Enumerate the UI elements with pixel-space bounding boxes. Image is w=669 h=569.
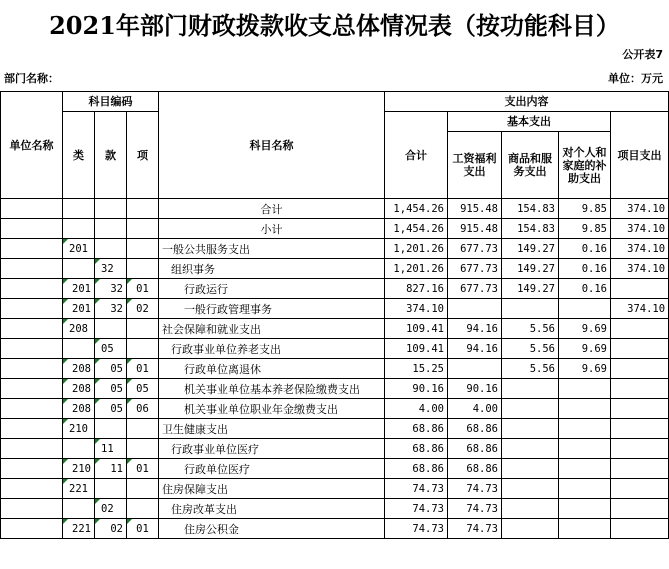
lei-cell: 221 [63,519,95,539]
department-label: 部门名称： [4,72,59,85]
project-cell [611,399,669,419]
subject-name-cell: 行政单位医疗 [159,459,385,479]
kuan-cell: 05 [95,379,127,399]
goods-cell: 149.27 [502,279,559,299]
goods-cell [502,519,559,539]
kuan-cell [95,479,127,499]
total-cell: 90.16 [385,379,448,399]
unit-cell [1,279,63,299]
kuan-cell [95,199,127,219]
total-cell: 68.86 [385,459,448,479]
salary-cell: 677.73 [448,259,502,279]
table-row [1,379,669,399]
subject-name-cell: 组织事务 [159,259,385,279]
subject-name-cell: 社会保障和就业支出 [159,319,385,339]
goods-cell [502,499,559,519]
xiang-cell: 01 [127,459,159,479]
unit-cell [1,339,63,359]
project-cell: 374.10 [611,239,669,259]
salary-cell: 74.73 [448,519,502,539]
table-row [1,279,669,299]
project-cell: 374.10 [611,299,669,319]
total-cell: 1,201.26 [385,259,448,279]
unit-cell [1,259,63,279]
lei-cell: 208 [63,379,95,399]
table-body [1,199,669,539]
xiang-cell [127,259,159,279]
table-row [1,339,669,359]
table-row [1,419,669,439]
total-cell: 827.16 [385,279,448,299]
project-cell [611,439,669,459]
lei-cell [63,199,95,219]
kuan-cell: 32 [95,299,127,319]
subsidy-cell [559,379,611,399]
xiang-cell: 01 [127,279,159,299]
goods-cell: 154.83 [502,199,559,219]
header-xiang: 项 [127,112,159,199]
salary-cell: 68.86 [448,459,502,479]
project-cell: 374.10 [611,219,669,239]
total-cell: 68.86 [385,419,448,439]
subject-name-cell: 机关事业单位职业年金缴费支出 [159,399,385,419]
total-cell: 4.00 [385,399,448,419]
lei-cell: 221 [63,479,95,499]
total-cell: 374.10 [385,299,448,319]
kuan-cell: 05 [95,359,127,379]
kuan-cell: 05 [95,339,127,359]
table-row [1,499,669,519]
subject-name-cell: 机关事业单位基本养老保险缴费支出 [159,379,385,399]
unit-cell [1,479,63,499]
kuan-cell: 11 [95,459,127,479]
xiang-cell: 06 [127,399,159,419]
xiang-cell [127,319,159,339]
lei-cell [63,339,95,359]
kuan-cell: 02 [95,499,127,519]
salary-cell: 94.16 [448,319,502,339]
goods-cell: 5.56 [502,319,559,339]
subsidy-cell: 9.69 [559,319,611,339]
xiang-cell [127,339,159,359]
xiang-cell [127,199,159,219]
goods-cell [502,379,559,399]
subsidy-cell [559,499,611,519]
goods-cell [502,399,559,419]
subsidy-cell: 9.85 [559,219,611,239]
goods-cell [502,419,559,439]
goods-cell [502,439,559,459]
subsidy-cell [559,459,611,479]
xiang-cell [127,219,159,239]
goods-cell [502,459,559,479]
page-title: 2021年部门财政拨款收支总体情况表（按功能科目） [49,11,620,40]
subject-name-cell: 行政单位离退休 [159,359,385,379]
unit-cell [1,359,63,379]
subsidy-cell: 9.85 [559,199,611,219]
header-goods: 商品和服务支出 [502,132,559,199]
goods-cell: 149.27 [502,239,559,259]
salary-cell: 68.86 [448,419,502,439]
salary-cell: 74.73 [448,479,502,499]
lei-cell: 201 [63,299,95,319]
total-cell: 68.86 [385,439,448,459]
xiang-cell [127,499,159,519]
subject-name-cell: 一般公共服务支出 [159,239,385,259]
goods-cell: 5.56 [502,359,559,379]
lei-cell: 208 [63,319,95,339]
salary-cell: 677.73 [448,279,502,299]
goods-cell: 149.27 [502,259,559,279]
lei-cell [63,219,95,239]
salary-cell: 90.16 [448,379,502,399]
subsidy-cell: 0.16 [559,279,611,299]
unit-cell [1,219,63,239]
project-cell: 374.10 [611,259,669,279]
total-cell: 15.25 [385,359,448,379]
salary-cell [448,359,502,379]
total-cell: 1,454.26 [385,199,448,219]
header-project: 项目支出 [611,112,669,199]
unit-cell [1,319,63,339]
lei-cell: 201 [63,279,95,299]
goods-cell: 154.83 [502,219,559,239]
kuan-cell: 05 [95,399,127,419]
project-cell [611,339,669,359]
total-cell: 74.73 [385,519,448,539]
lei-cell: 201 [63,239,95,259]
salary-cell: 94.16 [448,339,502,359]
table-row [1,219,669,239]
table-row [1,459,669,479]
goods-cell [502,299,559,319]
subject-name-cell: 卫生健康支出 [159,419,385,439]
xiang-cell [127,419,159,439]
subsidy-cell [559,299,611,319]
total-cell: 74.73 [385,499,448,519]
subsidy-cell: 9.69 [559,339,611,359]
subsidy-cell: 0.16 [559,239,611,259]
salary-cell: 4.00 [448,399,502,419]
subsidy-cell [559,439,611,459]
lei-cell: 208 [63,399,95,419]
project-cell [611,319,669,339]
subject-name-cell: 一般行政管理事务 [159,299,385,319]
header-kuan: 款 [95,112,127,199]
unit-cell [1,399,63,419]
kuan-cell: 32 [95,279,127,299]
table-row [1,439,669,459]
kuan-cell [95,419,127,439]
salary-cell: 915.48 [448,199,502,219]
table-row [1,319,669,339]
subject-name-cell: 行政事业单位医疗 [159,439,385,459]
salary-cell: 68.86 [448,439,502,459]
salary-cell: 74.73 [448,499,502,519]
subsidy-cell: 9.69 [559,359,611,379]
subsidy-cell [559,519,611,539]
subject-name-cell: 小计 [159,219,385,239]
subject-name-cell: 行政事业单位养老支出 [159,339,385,359]
subsidy-cell [559,399,611,419]
xiang-cell [127,239,159,259]
table-row [1,299,669,319]
subject-name-cell: 住房保障支出 [159,479,385,499]
header-expenditure: 支出内容 [385,92,669,112]
subject-name-cell: 住房改革支出 [159,499,385,519]
xiang-cell: 02 [127,299,159,319]
xiang-cell [127,439,159,459]
project-cell [611,419,669,439]
subject-name-cell: 住房公积金 [159,519,385,539]
table-row [1,399,669,419]
table-row [1,519,669,539]
header-subsidy: 对个人和家庭的补助支出 [559,132,611,199]
table-row [1,239,669,259]
xiang-cell: 01 [127,359,159,379]
header-salary: 工资福利支出 [448,132,502,199]
header-total: 合计 [385,112,448,199]
project-cell [611,519,669,539]
total-cell: 109.41 [385,319,448,339]
table-row [1,359,669,379]
goods-cell: 5.56 [502,339,559,359]
header-subject-name: 科目名称 [159,92,385,199]
xiang-cell: 05 [127,379,159,399]
project-cell [611,459,669,479]
budget-table [0,91,669,539]
subsidy-cell [559,419,611,439]
lei-cell: 210 [63,419,95,439]
xiang-cell: 01 [127,519,159,539]
salary-cell [448,299,502,319]
kuan-cell: 02 [95,519,127,539]
lei-cell: 208 [63,359,95,379]
project-cell [611,499,669,519]
kuan-cell: 11 [95,439,127,459]
subsidy-cell: 0.16 [559,259,611,279]
unit-label: 单位：万元 [608,72,663,85]
kuan-cell [95,219,127,239]
unit-cell [1,419,63,439]
table-row [1,259,669,279]
header-lei: 类 [63,112,95,199]
lei-cell [63,439,95,459]
unit-cell [1,439,63,459]
unit-cell [1,519,63,539]
unit-cell [1,299,63,319]
unit-cell [1,379,63,399]
subject-name-cell: 行政运行 [159,279,385,299]
salary-cell: 677.73 [448,239,502,259]
header-subject-code: 科目编码 [63,92,159,112]
kuan-cell: 32 [95,259,127,279]
header-basic-expense: 基本支出 [448,112,611,132]
lei-cell [63,499,95,519]
table-row [1,199,669,219]
kuan-cell [95,239,127,259]
table-row [1,479,669,499]
table-number: 公开表7 [622,48,663,61]
total-cell: 109.41 [385,339,448,359]
project-cell: 374.10 [611,199,669,219]
unit-cell [1,459,63,479]
header-unit-name: 单位名称 [1,92,63,199]
unit-cell [1,239,63,259]
subject-name-cell: 合计 [159,199,385,219]
unit-cell [1,199,63,219]
xiang-cell [127,479,159,499]
lei-cell: 210 [63,459,95,479]
salary-cell: 915.48 [448,219,502,239]
project-cell [611,479,669,499]
total-cell: 1,454.26 [385,219,448,239]
project-cell [611,279,669,299]
project-cell [611,359,669,379]
kuan-cell [95,319,127,339]
project-cell [611,379,669,399]
total-cell: 1,201.26 [385,239,448,259]
goods-cell [502,479,559,499]
lei-cell [63,259,95,279]
total-cell: 74.73 [385,479,448,499]
unit-cell [1,499,63,519]
subsidy-cell [559,479,611,499]
